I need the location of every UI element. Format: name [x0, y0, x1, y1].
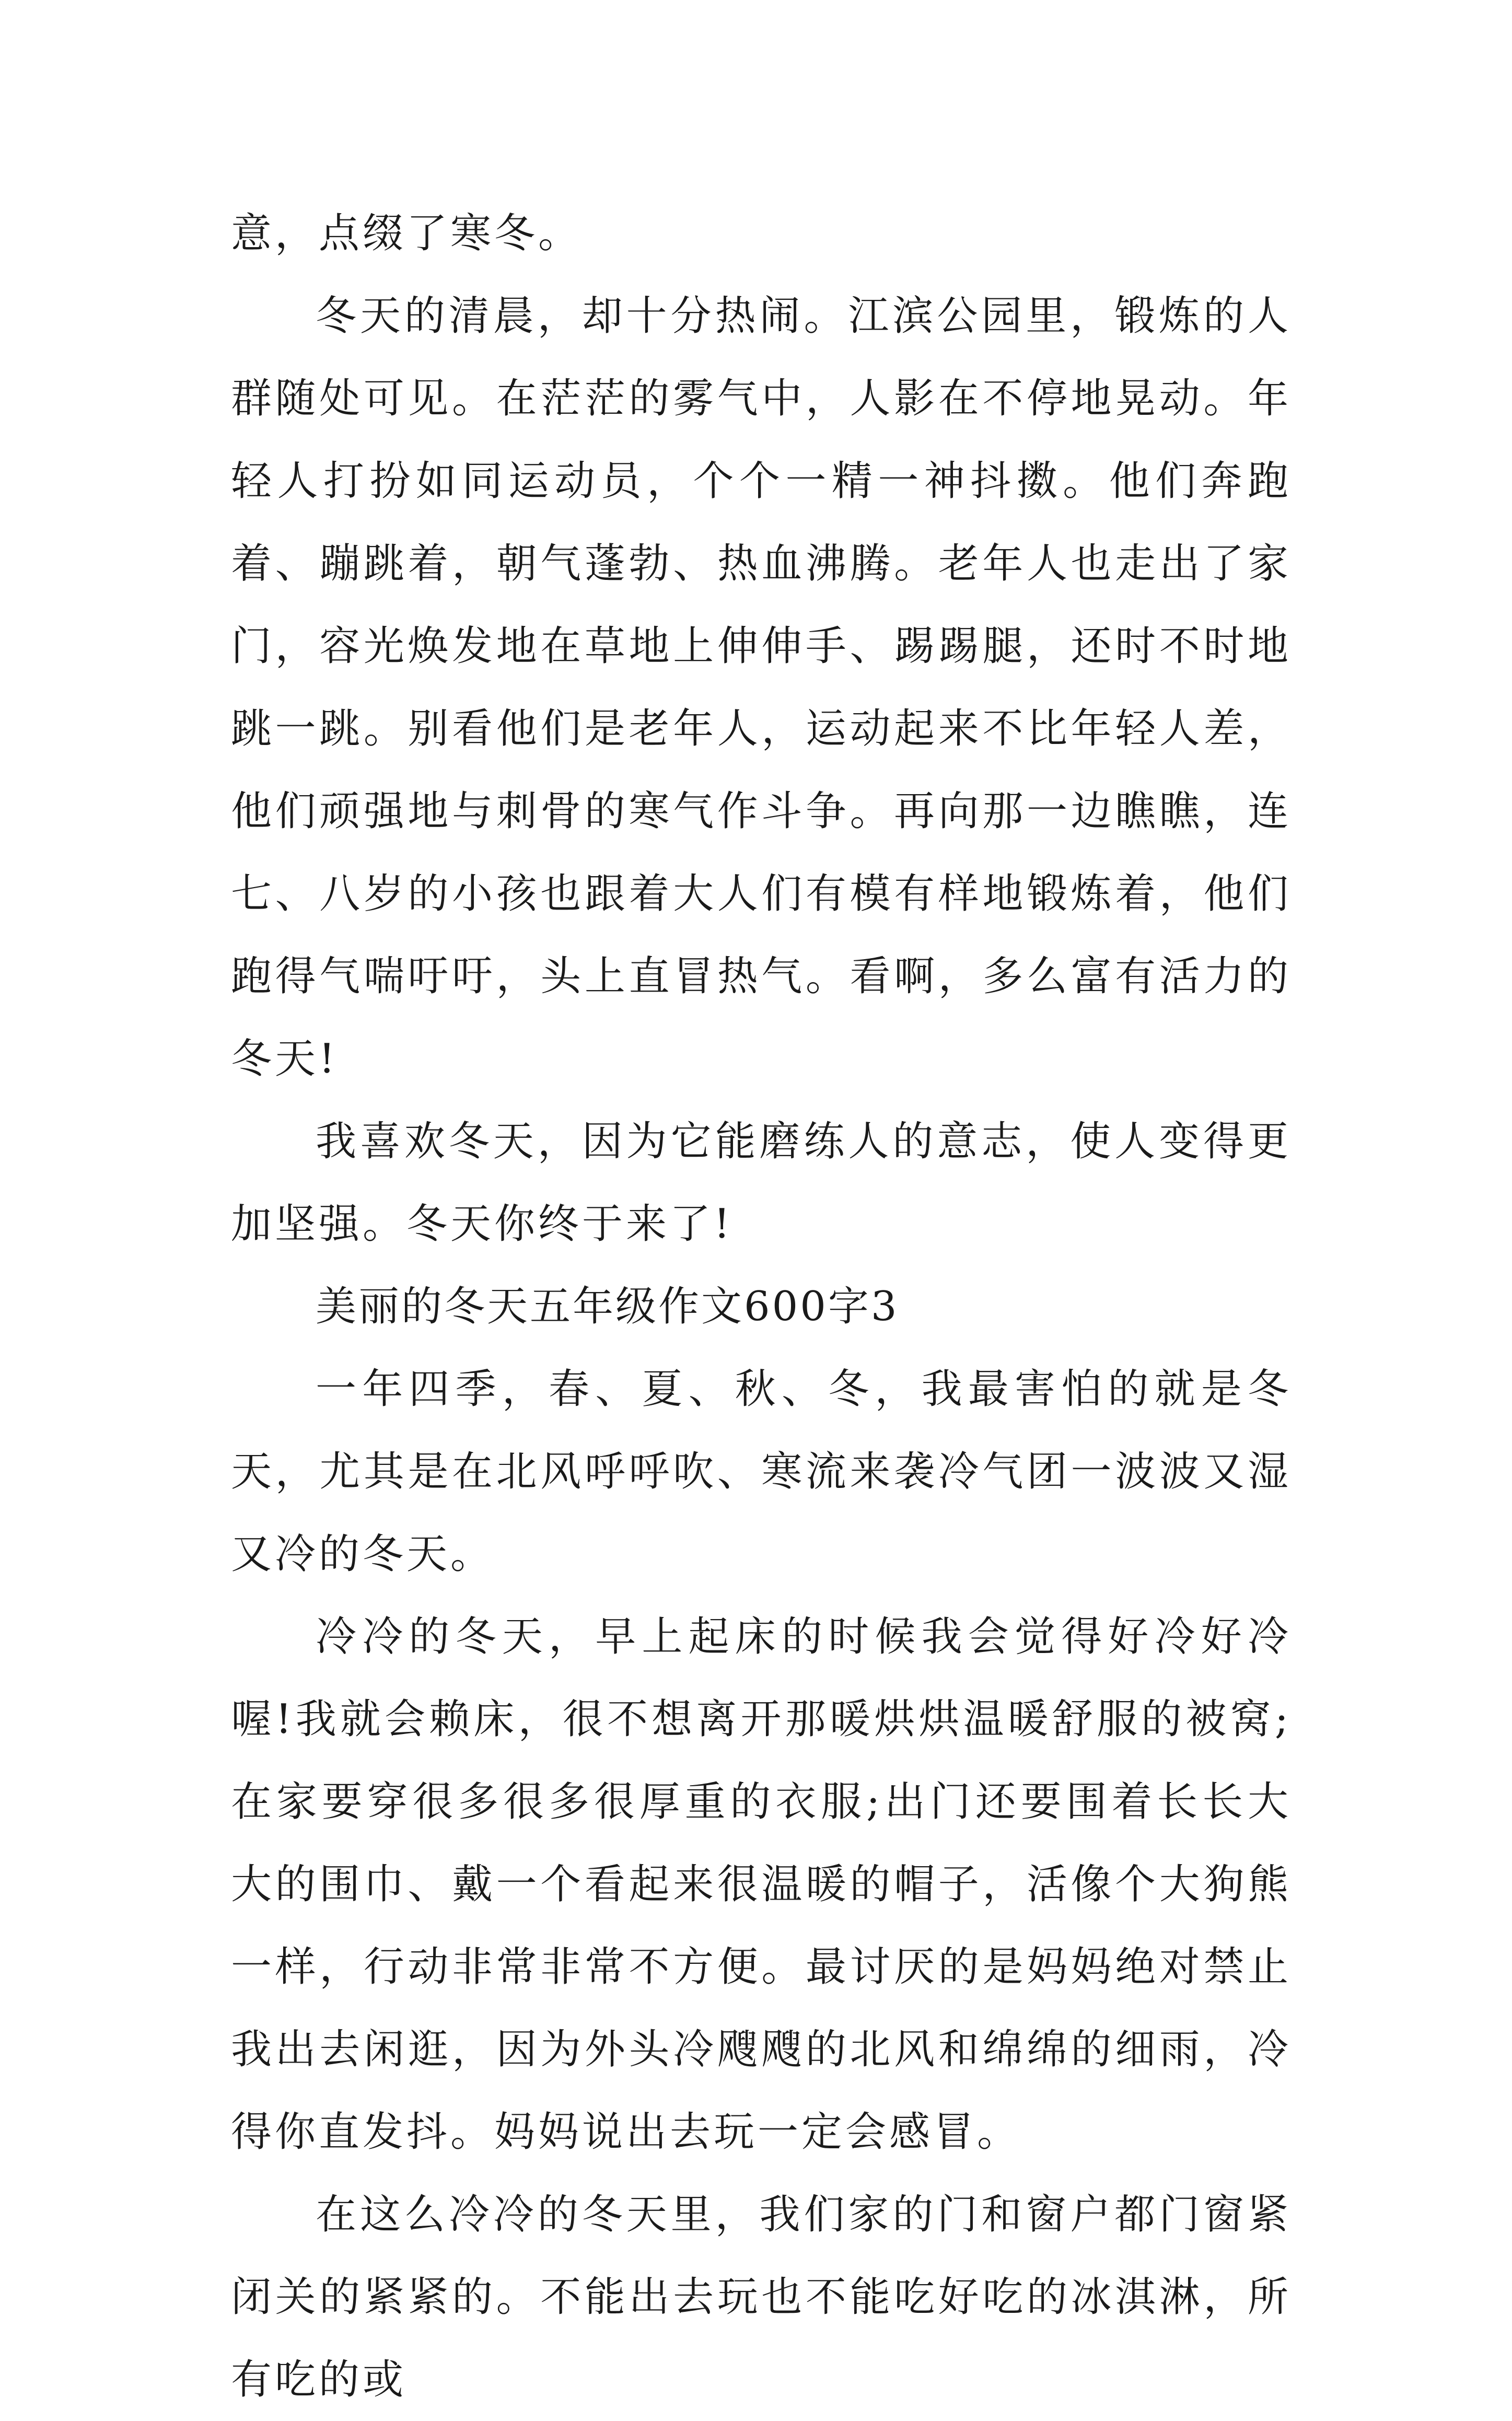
paragraph-closed-windows: 在这么冷冷的冬天里，我们家的门和窗户都门窗紧闭关的紧紧的。不能出去玩也不能吃好吃的冰淇淋，所有吃的或	[231, 2191, 1292, 2403]
paragraph-cold-morning: 冷冷的冬天，早上起床的时候我会觉得好冷好冷喔!我就会赖床，很不想离开那暖烘烘温暖舒服的被窝;在家要穿很多很多很厚重的衣服;出门还要围着长长大大的围巾、戴一个看起来很温暖的帽子，活像个大狗熊一样，行动非常非常不方便。最讨厌的是妈妈绝对禁止我出去闲逛，因为外头冷飕飕的北风和绵绵的细雨，冷得你直发抖。妈妈说出去玩一定会感冒。	[231, 1613, 1292, 2156]
paragraph-four-seasons: 一年四季，春、夏、秋、冬，我最害怕的就是冬天，尤其是在北风呼呼吹、寒流来袭冷气团一波波又湿又冷的冬天。	[231, 1366, 1292, 1578]
paragraph-continuation: 意，点缀了寒冬。	[231, 210, 583, 257]
document-body	[231, 192, 1292, 2421]
paragraph-like-winter: 我喜欢冬天，因为它能磨练人的意志，使人变得更加坚强。冬天你终于来了!	[231, 1118, 1292, 1248]
essay-heading: 美丽的冬天五年级作文600字3	[316, 1283, 899, 1330]
paragraph-winter-morning: 冬天的清晨，却十分热闹。江滨公园里，锻炼的人群随处可见。在茫茫的雾气中，人影在不停地晃动。年轻人打扮如同运动员，个个一精一神抖擞。他们奔跑着、蹦跳着，朝气蓬勃、热血沸腾。老年人也走出了家门，容光焕发地在草地上伸伸手、踢踢腿，还时不时地跳一跳。别看他们是老年人，运动起来不比年轻人差，他们顽强地与刺骨的寒气作斗争。再向那一边瞧瞧，连七、八岁的小孩也跟着大人们有模有样地锻炼着，他们跑得气喘吁吁，头上直冒热气。看啊，多么富有活力的冬天!	[231, 293, 1292, 1083]
